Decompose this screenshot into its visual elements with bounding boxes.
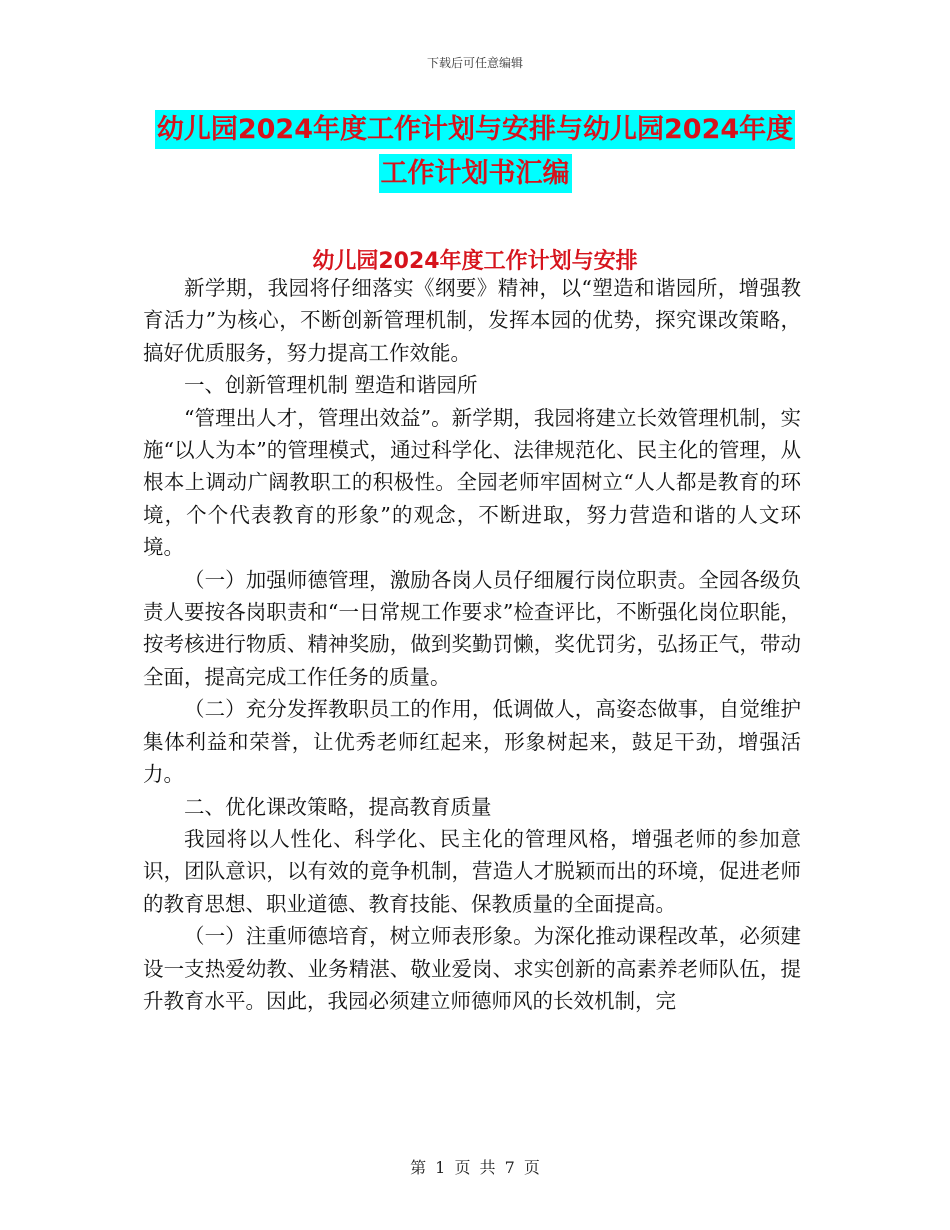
- paragraph: （二）充分发挥教职员工的作用，低调做人，高姿态做事，自觉维护集体利益和荣誉，让优秀老师红起来，形象树起来，鼓足干劲，增强活力。: [143, 697, 801, 787]
- body-text: [143, 272, 801, 1017]
- heading-paragraph: 二、优化课改策略，提高教育质量: [184, 794, 492, 819]
- paragraph: “管理出人才，管理出效益”。新学期，我园将建立长效管理机制，实施“以人为本”的管理模式，通过科学化、法律规范化、民主化的管理，从根本上调动广阔教职工的积极性。全园老师牢固树立“人人都是教育的环境，个个代表教育的形象”的观念，不断进取，努力营造和谐的人文环境。: [143, 405, 801, 560]
- paragraph: 我园将以人性化、科学化、民主化的管理风格，增强老师的参加意识，团队意识，以有效的竟争机制，营造人才脱颖而出的环境，促进老师的教育思想、职业道德、教育技能、保教质量的全面提高。: [143, 826, 801, 916]
- title-highlight: 幼儿园2024年度工作计划与安排与幼儿园2024年度: [155, 110, 795, 149]
- page-number: 第 1 页 共 7 页: [410, 1158, 540, 1177]
- paragraph: （一）注重师德培育，树立师表形象。为深化推动课程改革，必须建设一支热爱幼教、业务精湛、敬业爱岗、求实创新的高素养老师队伍，提升教育水平。因此，我园必须建立师德师风的长效机制，完: [143, 924, 801, 1013]
- title-highlight: 工作计划书汇编: [379, 154, 572, 193]
- header-note: 下载后可任意编辑: [426, 56, 523, 70]
- paragraph: 新学期，我园将仔细落实《纲要》精神，以“塑造和谐园所，增强教育活力”为核心，不断创新管理机制，发挥本园的优势，探究课改策略，搞好优质服务，努力提高工作效能。: [143, 276, 801, 365]
- document-title-line-1: [0, 116, 950, 143]
- heading-paragraph: 一、创新管理机制 塑造和谐园所: [184, 373, 478, 398]
- section-title: 幼儿园2024年度工作计划与安排: [312, 249, 638, 274]
- document-title-line-2: [0, 160, 950, 187]
- paragraph: （一）加强师德管理，激励各岗人员仔细履行岗位职责。全园各级负责人要按各岗职责和“一日常规工作要求”检查评比，不断强化岗位职能，按考核进行物质、精神奖励，做到奖勤罚懒，奖优罚劣，弘扬正气，带动全面，提高完成工作任务的质量。: [143, 567, 801, 689]
